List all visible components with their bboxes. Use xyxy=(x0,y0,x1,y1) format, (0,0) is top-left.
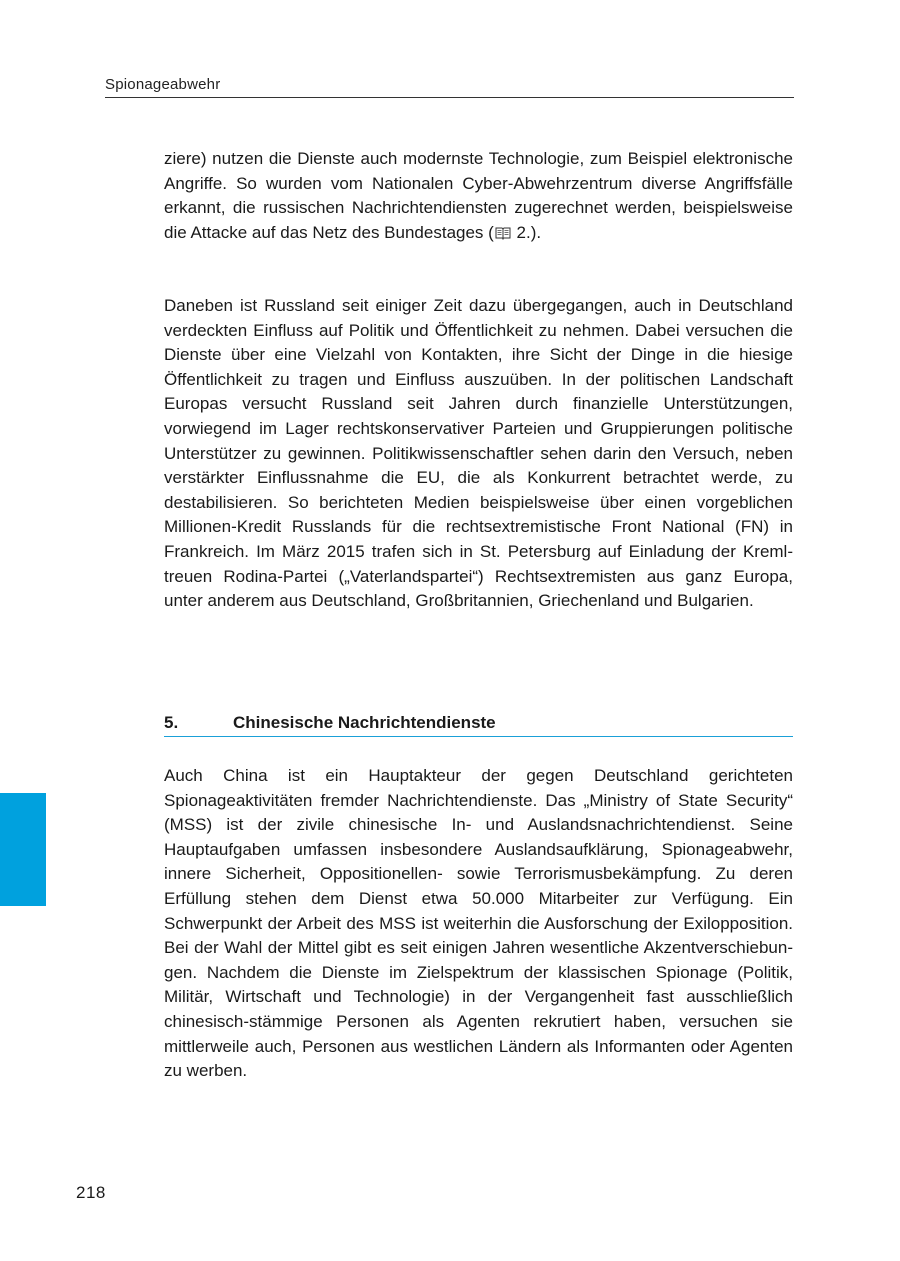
page-number: 218 xyxy=(76,1183,106,1202)
paragraph-1-text: ziere) nutzen die Dienste auch modernste Technologie, zum Beispiel elektronische Angriffe. So wurden vom Nationalen Cyber-Abwehrzentrum diverse Angriffsfälle erkannt, die russischen Nachrichtendiensten zugerechnet werden, beispielsweise die Attacke auf das Netz des Bundestages ( xyxy=(164,149,793,242)
paragraph-2: Daneben ist Russland seit einiger Zeit dazu übergegangen, auch in Deutschland verdeckten Einfluss auf Politik und Öffentlichkeit zu nehmen. Dabei versuchen die Dienste über eine Vielzahl von Kontakten, ihre Sicht der Dinge in die hiesige Öffentlichkeit zu tragen und Einfluss auszuüben. In der politischen Landschaft Europas versucht Russland seit Jahren durch finanzielle Unterstützungen, vorwiegend im Lager rechtskonservativer Parteien und Gruppierungen politische Unterstützer zu gewinnen. Politikwissenschaftler sehen darin den Versuch, neben verstärkter Einflussnahme die EU, die als Konkurrent betrachtet werde, zu destabilisieren. So berichteten Medien beispielsweise über einen vorgeblichen Millionen-Kredit Russlands für die rechtsextremistische Front National (FN) in Frankreich. Im März 2015 trafen sich in St. Petersburg auf Einladung der Kreml-treuen Rodina-Partei („Vaterlandspartei“) Rechtsextremisten aus ganz Europa, unter anderem aus Deutschland, Großbritannien, Griechenland und Bulgarien. xyxy=(164,296,793,611)
section-title: Chinesische Nachrichtendienste xyxy=(233,713,496,732)
section-number: 5. xyxy=(164,713,179,732)
book-icon xyxy=(495,223,511,248)
running-header: Spionageabwehr xyxy=(105,76,794,98)
paragraph-1 xyxy=(164,147,793,247)
paragraph-1-reference: 2.). xyxy=(511,222,542,242)
chapter-tab-marker xyxy=(0,793,46,906)
paragraph-3: Auch China ist ein Hauptakteur der gegen Deutschland gerichteten Spionageaktivitäten fremder Nachrichtendienste. Das „Ministry of State Security“ (MSS) ist der zivile chinesische In- und Auslandsnachrichtendienst. Seine Hauptaufgaben umfassen insbesondere Auslandsaufklärung, Spionageabwehr, innere Sicherheit, Oppositionellen- sowie Terrorismusbekämpfung. Zu deren Erfüllung stehen dem Dienst etwa 50.000 Mitarbeiter zur Verfügung. Ein Schwerpunkt der Arbeit des MSS ist weiterhin die Ausforschung der Exilopposition. Bei der Wahl der Mittel gibt es seit einigen Jahren wesentliche Akzentverschiebungen. Nachdem die Dienste im Zielspektrum der klassischen Spionage (Politik, Militär, Wirtschaft und Technologie) in der Vergangenheit fast ausschließlich chinesisch-stämmige Personen als Agenten rekrutiert haben, versuchen sie mittlerweile auch, Personen aus westlichen Ländern als Informanten oder Agenten zu werben. xyxy=(164,766,793,1081)
section-heading xyxy=(164,713,793,737)
